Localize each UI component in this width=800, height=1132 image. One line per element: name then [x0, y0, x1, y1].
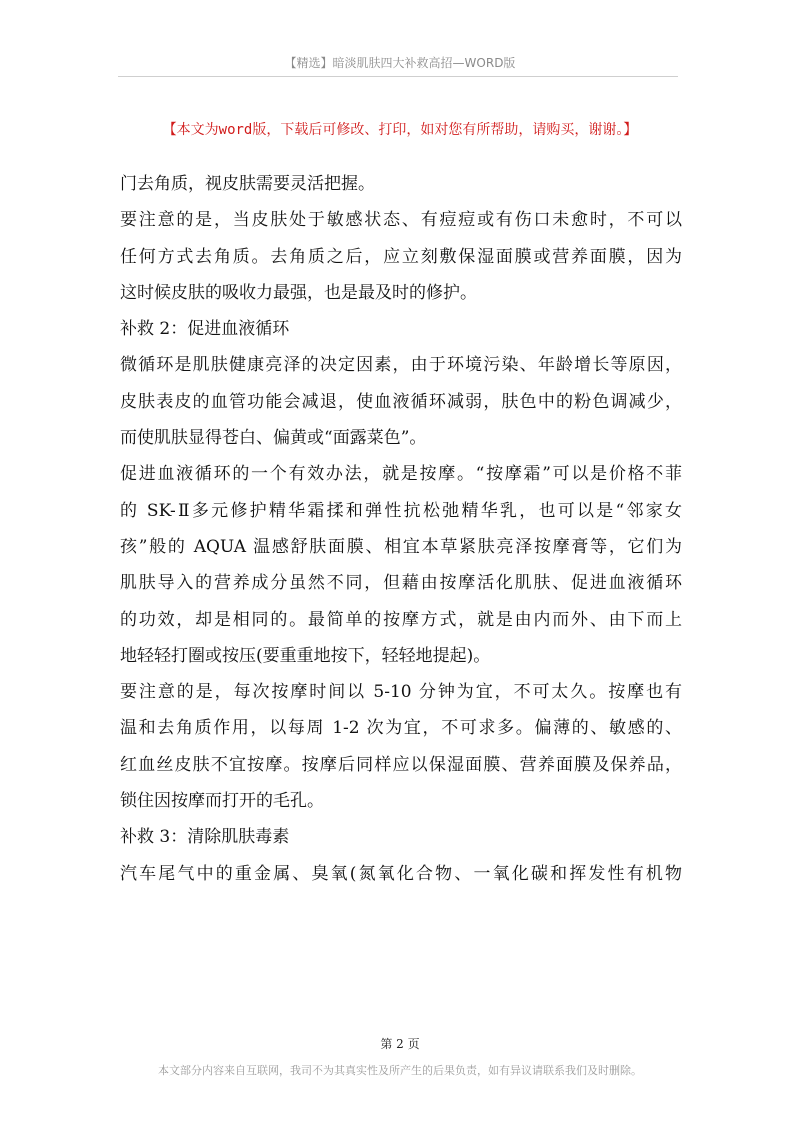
text-line: 要注意的是，每次按摩时间以 5-10 分钟为宜，不可太久。按摩也有: [120, 682, 682, 703]
text-line: 补救 2：促进血液循环: [120, 319, 290, 340]
download-notice: 【本文为word版，下载后可修改、打印，如对您有所帮助，请购买，谢谢。】: [162, 122, 638, 138]
text-line: 锁住因按摩而打开的毛孔。: [120, 791, 324, 812]
text-line: 补救 3：清除肌肤毒素: [120, 827, 290, 848]
text-line: 的功效，却是相同的。最简单的按摩方式，就是由内而外、由下而上: [120, 609, 682, 630]
header-divider: [118, 76, 678, 77]
document-body: [120, 166, 682, 892]
text-line: 皮肤表皮的血管功能会减退，使血液循环减弱，肤色中的粉色调减少，: [120, 391, 682, 412]
text-line: 地轻轻打圈或按压(要重重地按下，轻轻地提起)。: [120, 645, 491, 666]
page-number: 第 2 页: [380, 1037, 420, 1051]
text-line: 汽车尾气中的重金属、臭氧(氮氧化合物、一氧化碳和挥发性有机物: [120, 863, 682, 884]
text-line: 而使肌肤显得苍白、偏黄或“面露菜色”。: [120, 428, 427, 449]
text-line: 孩”般的 AQUA 温感舒肤面膜、相宜本草紧肤亮泽按摩膏等，它们为: [120, 536, 682, 557]
text-line: 肌肤导入的营养成分虽然不同，但藉由按摩活化肌肤、促进血液循环: [120, 573, 682, 594]
text-line: 促进血液循环的一个有效办法，就是按摩。“按摩霜”可以是价格不菲: [120, 464, 682, 485]
footer-disclaimer: 本文部分内容来自互联网，我司不为其真实性及所产生的后果负责，如有异议请联系我们及时删除。: [158, 1064, 642, 1077]
text-line: 温和去角质作用，以每周 1-2 次为宜，不可求多。偏薄的、敏感的、: [120, 718, 682, 739]
text-line: 的 SK-Ⅱ多元修护精华霜揉和弹性抗松弛精华乳，也可以是“邻家女: [120, 500, 682, 521]
text-line: 微循环是肌肤健康亮泽的决定因素，由于环境污染、年龄增长等原因，: [120, 355, 682, 376]
text-line: 门去角质，视皮肤需要灵活把握。: [120, 174, 375, 194]
text-line: 红血丝皮肤不宜按摩。按摩后同样应以保湿面膜、营养面膜及保养品，: [120, 754, 682, 775]
text-line: 这时候皮肤的吸收力最强，也是最及时的修护。: [120, 282, 477, 303]
text-line: 要注意的是，当皮肤处于敏感状态、有痘痘或有伤口未愈时，不可以: [120, 210, 682, 231]
text-line: 任何方式去角质。去角质之后，应立刻敷保湿面膜或营养面膜，因为: [120, 246, 682, 267]
document-header: 【精选】暗淡肌肤四大补救高招—WORD版: [284, 56, 516, 70]
